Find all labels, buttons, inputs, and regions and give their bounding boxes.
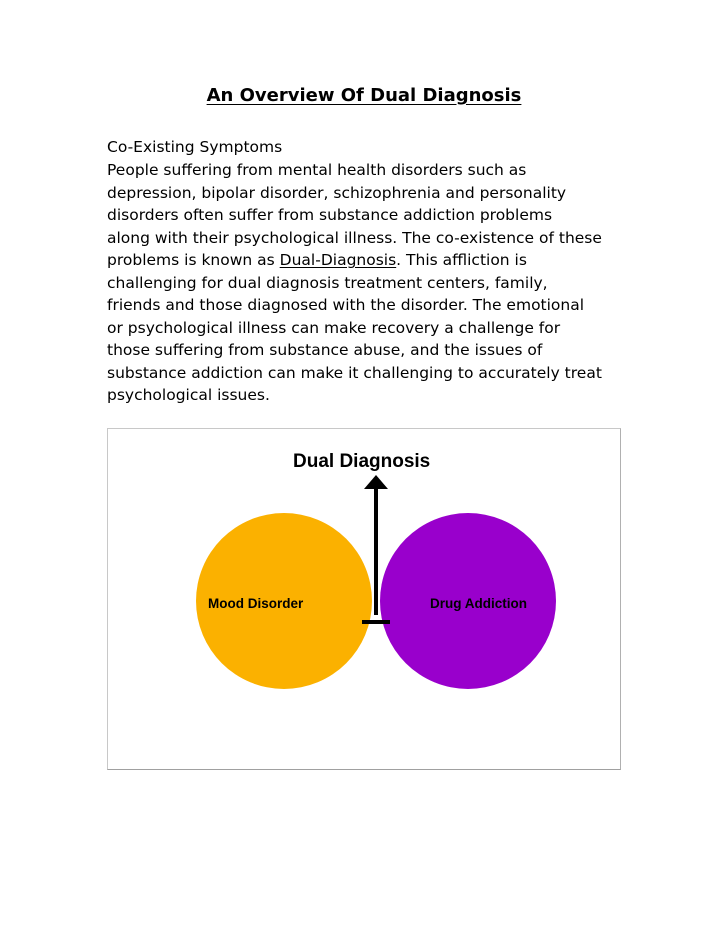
paragraph-line: depression, bipolar disorder, schizophrenia and personality — [107, 183, 567, 202]
paragraph-line: substance addiction can make it challenging to accurately treat — [107, 363, 602, 382]
paragraph-line: those suffering from substance abuse, and the issues of — [107, 341, 543, 359]
paragraph-line: friends and those diagnosed with the disorder. The emotional — [107, 296, 585, 314]
paragraph-line: People suffering from mental health disorders such as — [107, 161, 527, 179]
paragraph-text: problems is known as — [107, 251, 280, 269]
venn-diagram — [108, 429, 620, 769]
paragraph-line: challenging for dual diagnosis treatment centers, family, — [107, 273, 548, 292]
section-heading: Co-Existing Symptoms — [107, 138, 283, 156]
paragraph-line: or psychological illness can make recovery a challenge for — [107, 318, 561, 337]
body-paragraph — [107, 159, 627, 407]
mood-disorder-label: Mood Disorder — [208, 596, 304, 611]
venn-diagram-figure — [107, 428, 621, 770]
page-title-text: An Overview Of Dual Diagnosis — [206, 85, 522, 106]
paragraph-line — [107, 249, 627, 272]
paragraph-text: . This affliction is — [396, 251, 527, 269]
paragraph-line: along with their psychological illness. The co-existence of these — [107, 228, 602, 247]
drug-addiction-label: Drug Addiction — [430, 596, 527, 611]
paragraph-line: disorders often suffer from substance addiction problems — [107, 206, 553, 224]
page-title — [0, 85, 728, 107]
diagram-title: Dual Diagnosis — [293, 451, 431, 472]
dual-diagnosis-link[interactable]: Dual-Diagnosis — [279, 251, 397, 269]
paragraph-line: psychological issues. — [107, 386, 270, 404]
